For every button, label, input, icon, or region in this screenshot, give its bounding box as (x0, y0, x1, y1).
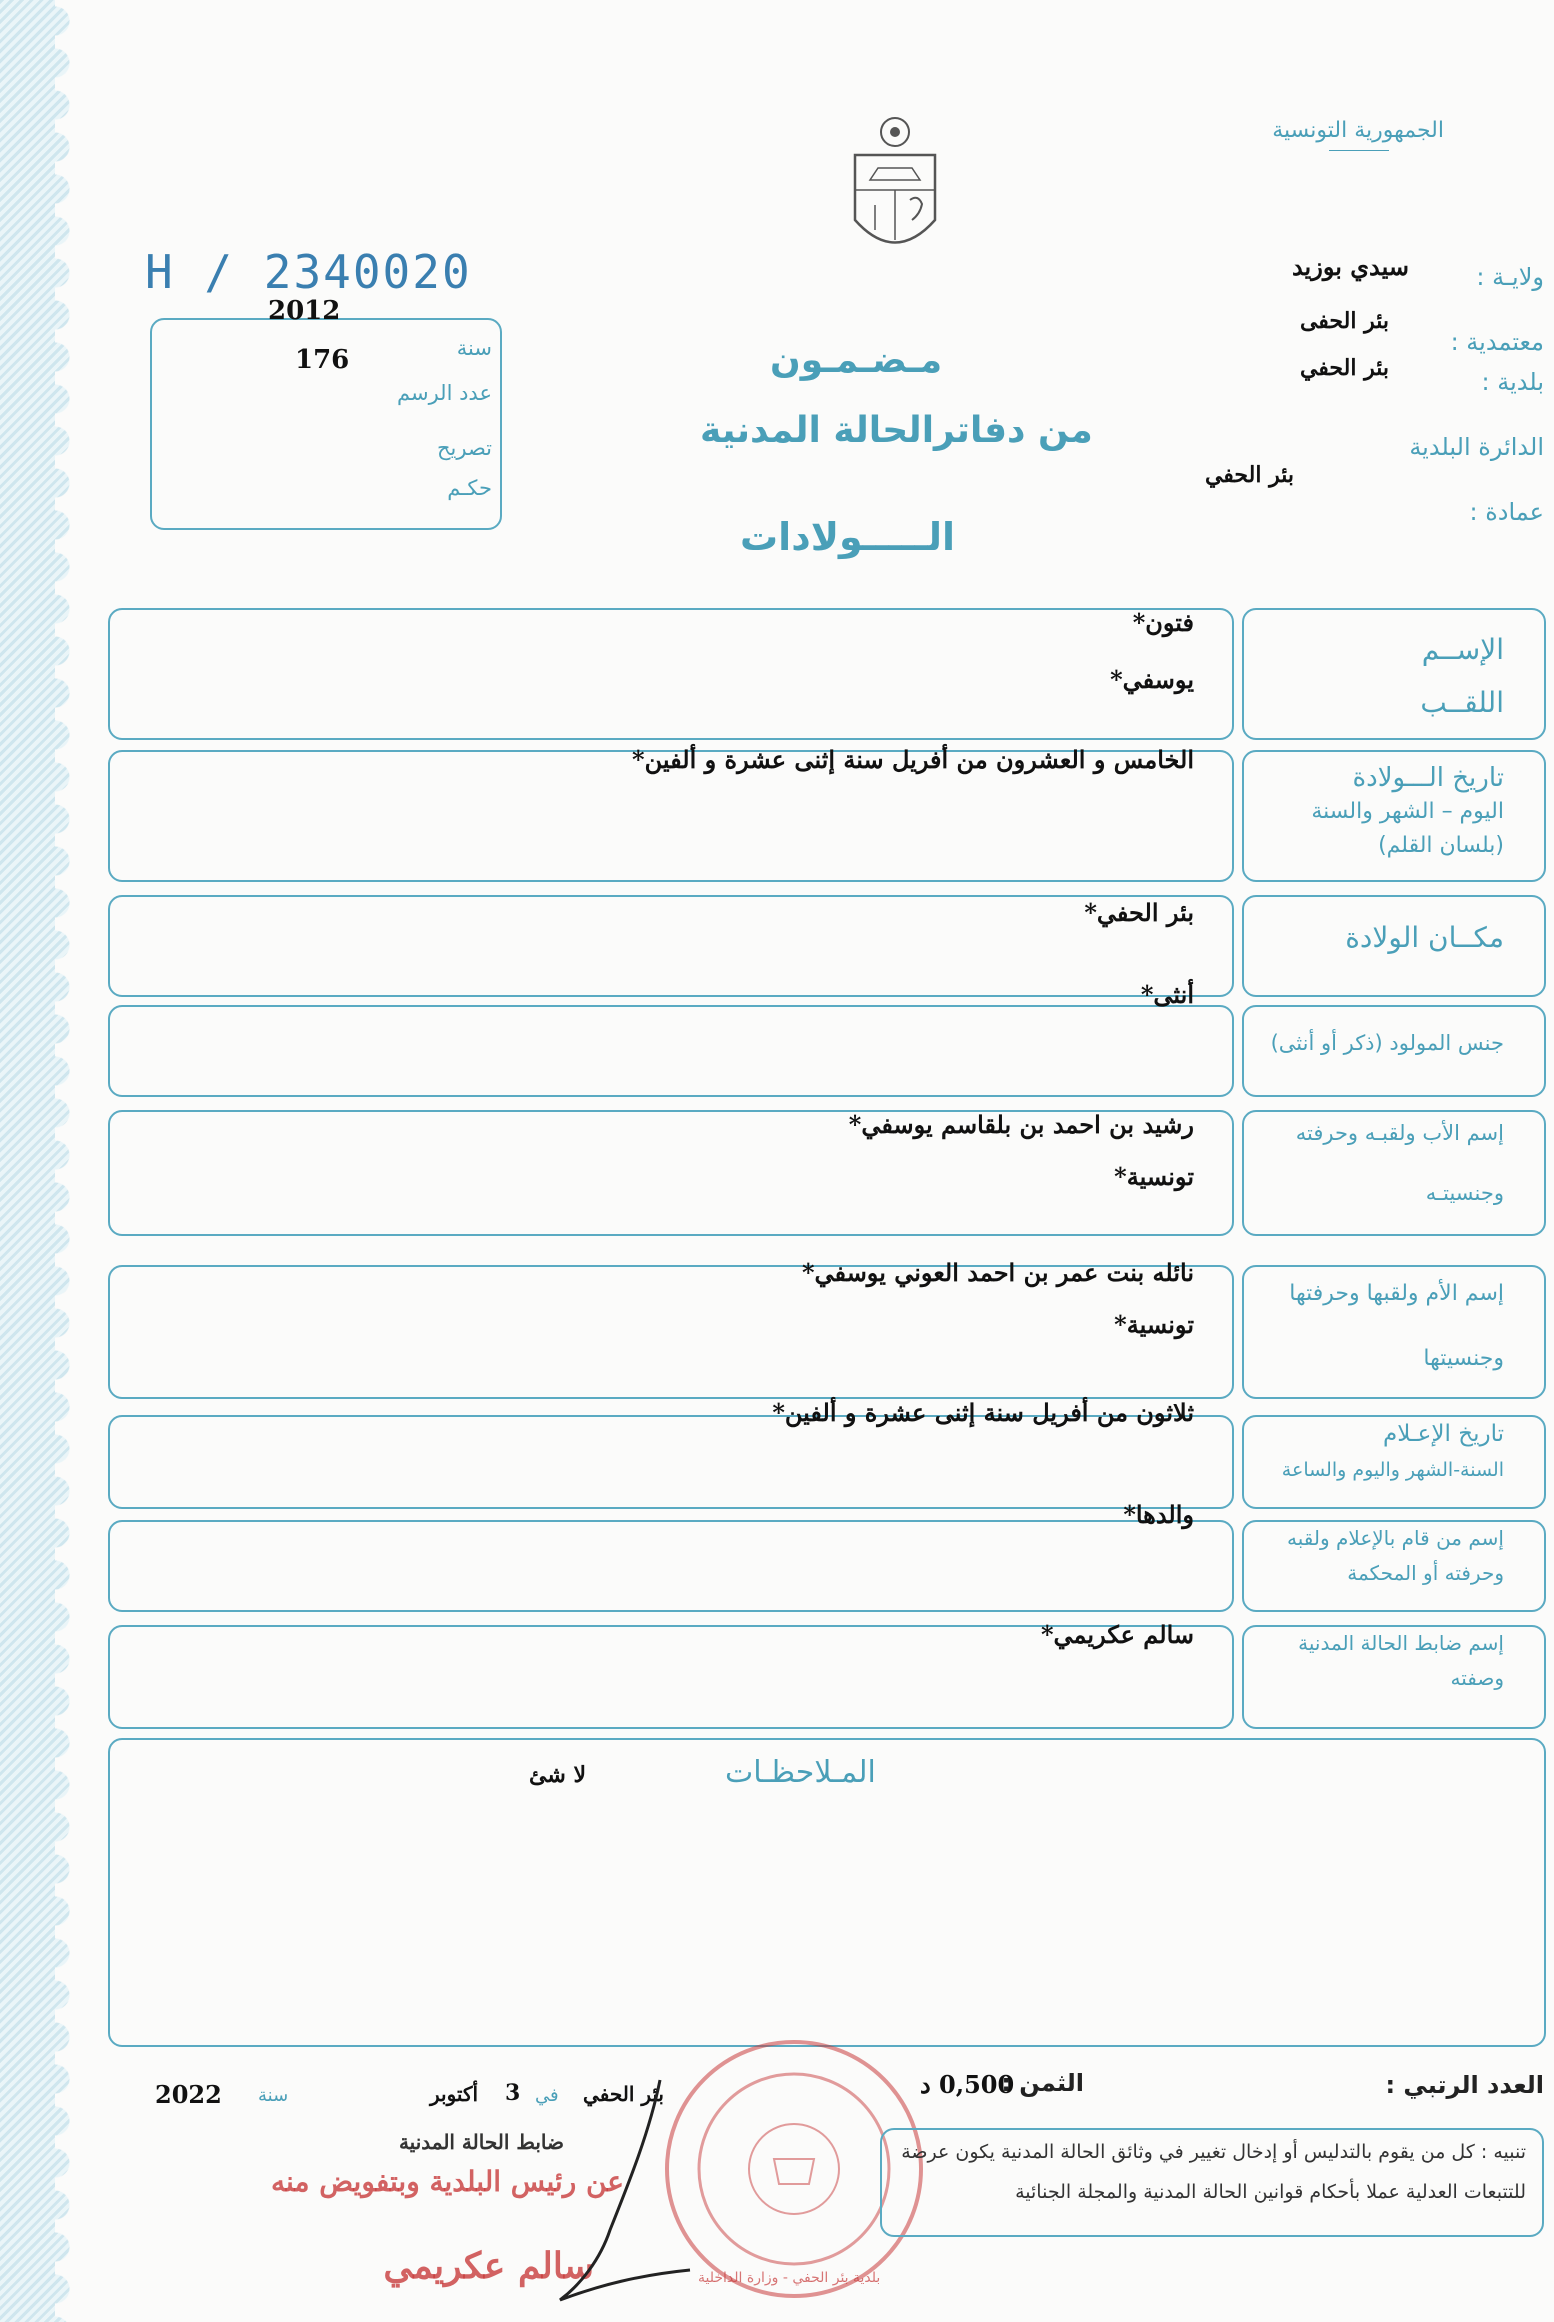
declaration-date-value: ثلاثون من أفريل سنة إثنى عشرة و ألفين* (772, 1398, 1194, 1427)
notice-line-2: للتتبعات العدلية عملا بأحكام قوانين الحالة المدنية والمجلة الجنائية (1015, 2181, 1526, 2203)
declaration-date-sublabel: السنة-الشهر واليوم والساعة (1281, 1459, 1504, 1481)
birth-place-value: بئر الحفي* (1084, 898, 1194, 927)
surname-value: يوسفي* (1110, 665, 1194, 694)
title-registers: من دفاترالحالة المدنية (700, 410, 1093, 451)
municipality-value: بئر الحفي (1299, 355, 1389, 381)
serial-number-label: العدد الرتبي : (1385, 2071, 1544, 2099)
issue-month: أكتوبر (430, 2082, 479, 2106)
registry-year-label: سنة (456, 336, 492, 360)
governorate-value: سيدي بوزيد (1291, 252, 1409, 281)
birth-place-label: مكــان الولادة (1345, 921, 1504, 954)
mother-nationality-label: وجنسيتها (1423, 1346, 1504, 1371)
governorate-label: ولايـة : (1476, 263, 1544, 291)
registry-judgment-label: حكـم (447, 476, 492, 500)
official-stamp-text: بلدية بئر الحفي - وزارة الداخلية (698, 2270, 881, 2286)
municipality-label: بلدية : (1481, 368, 1544, 396)
sex-label: جنس المولود (ذكر أو أنثى) (1270, 1031, 1504, 1055)
officer-value: سالم عكريمي* (1041, 1620, 1194, 1649)
registry-number-label: عدد الرسم (397, 381, 492, 405)
declarant-sublabel: وحرفته أو المحكمة (1347, 1561, 1504, 1585)
first-name-label: الإســم (1421, 633, 1504, 666)
birth-date-label: تاريخ الـــولادة (1352, 763, 1504, 793)
declaration-date-label: تاريخ الإعـلام (1382, 1421, 1504, 1447)
birth-place-value-box (108, 895, 1234, 997)
issue-year: 2022 (155, 2080, 222, 2109)
sex-value: أنثى* (1140, 980, 1194, 1009)
registry-number-value: 176 (295, 345, 350, 375)
mother-nationality-value: تونسية* (1114, 1310, 1194, 1339)
issue-in-label: في (535, 2085, 559, 2106)
remarks-value: لا شئ (529, 1762, 586, 1788)
notice-line-1: تنبيه : كل من يقوم بالتدليس أو إدخال تغيير في وثائق الحالة المدنية يكون عرضة (901, 2141, 1526, 2163)
first-name-value: فتون* (1132, 608, 1194, 637)
signature-name: سالم عكريمي (383, 2245, 594, 2287)
father-value: رشيد بن احمد بن بلقاسم يوسفي* (848, 1110, 1194, 1139)
officer-sublabel: وصفته (1450, 1666, 1504, 1690)
title-births: الـــــولادات (740, 515, 956, 559)
officer-label: إسم ضابط الحالة المدنية (1298, 1631, 1504, 1655)
registry-declaration-label: تصريح (436, 436, 492, 460)
price-label: الثمن : (1001, 2069, 1084, 2097)
declarant-value-box (108, 1520, 1234, 1612)
sex-value-box (108, 1005, 1234, 1097)
father-nationality-value: تونسية* (1114, 1162, 1194, 1191)
registry-year-value: 2012 (268, 296, 341, 326)
mother-value: نائله بنت عمر بن احمد العوني يوسفي* (802, 1258, 1194, 1287)
father-label: إسم الأب ولقبـه وحرفته (1295, 1121, 1504, 1145)
birth-date-sublabel: اليوم – الشهر والسنة (1311, 799, 1504, 824)
officer-title: ضابط الحالة المدنية (398, 2130, 564, 2154)
issue-day: 3 (505, 2080, 521, 2106)
price-value: 0,500 د (920, 2070, 1015, 2099)
security-border-wave (55, 0, 95, 2322)
birth-date-value: الخامس و العشرون من أفريل سنة إثنى عشرة و ألفين* (632, 745, 1194, 774)
surname-label: اللقــب (1420, 686, 1504, 719)
coat-of-arms-icon (840, 110, 950, 270)
remarks-label: المـلاحظـات (725, 1755, 876, 1790)
mother-label: إسم الأم ولقبها وحرفتها (1289, 1281, 1504, 1306)
issue-year-label: سنة (258, 2085, 289, 2106)
republic-underline (1329, 150, 1389, 151)
father-nationality-label: وجنسيتـه (1425, 1181, 1504, 1205)
sector-label: عمادة : (1469, 498, 1544, 526)
declaration-date-value-box (108, 1415, 1234, 1509)
republic-label: الجمهورية التونسية (1272, 118, 1444, 143)
declarant-label: إسم من قام بالإعلام ولقبه (1287, 1526, 1504, 1550)
birth-date-in-words-label: (بلسان القلم) (1378, 833, 1504, 858)
delegation-label: معتمدية : (1450, 328, 1544, 356)
name-value-box (108, 608, 1234, 740)
signature-title: عن رئيس البلدية وبتفويض منه (271, 2165, 624, 2198)
delegation-value: بئر الحفى (1299, 308, 1389, 334)
document-serial: H / 2340020 (145, 245, 472, 299)
title-summary: مـضـمـون (770, 340, 943, 381)
issue-place: بئر الحفي (583, 2082, 664, 2106)
declarant-value: والدها* (1123, 1500, 1194, 1529)
sector-value: بئر الحفي (1204, 462, 1294, 488)
district-label: الدائرة البلدية (1409, 433, 1544, 461)
